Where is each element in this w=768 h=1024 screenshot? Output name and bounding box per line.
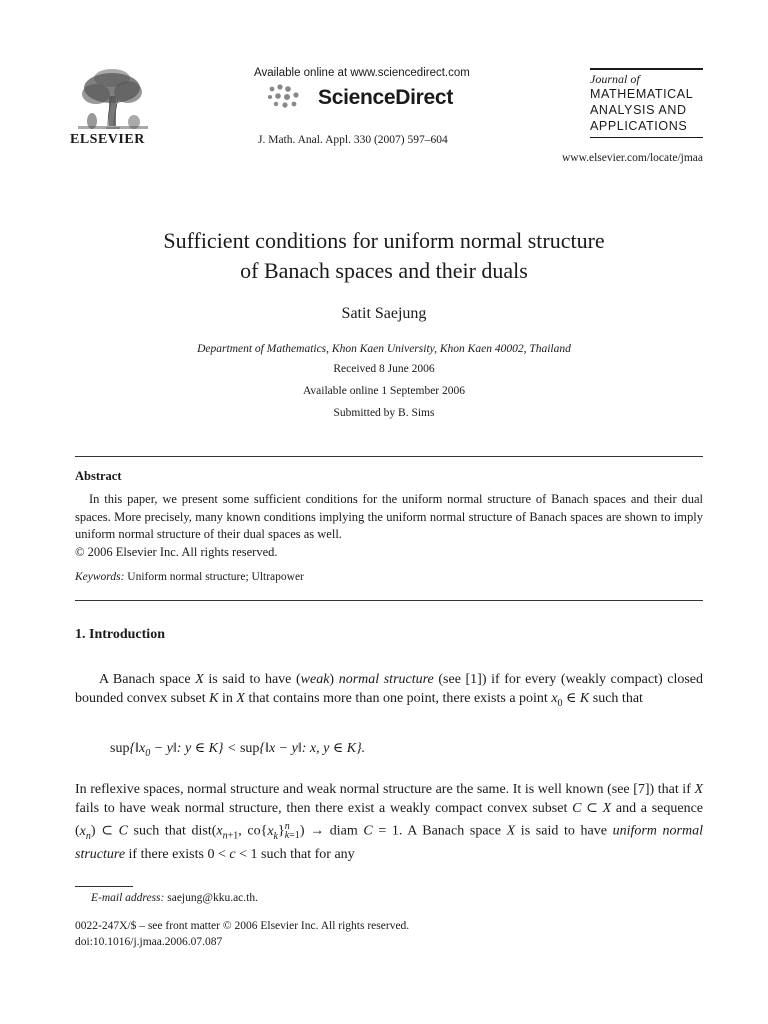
author-email: [91, 892, 258, 904]
email-label: E-mail address:: [91, 892, 165, 904]
journal-url-link[interactable]: www.elsevier.com/locate/jmaa: [561, 152, 703, 164]
received-date: Received 8 June 2006: [333, 363, 435, 375]
journal-title-line: MATHEMATICAL: [590, 87, 694, 101]
article-title-line: Sufficient conditions for uniform normal structure: [163, 228, 605, 253]
sciencedirect-brand: ScienceDirect: [318, 86, 454, 109]
sciencedirect-availability[interactable]: Available online at www.sciencedirect.com: [254, 67, 470, 79]
keywords-list: Uniform normal structure; Ultrapower: [127, 571, 304, 583]
article-title: [0, 226, 768, 286]
journal-title-line: APPLICATIONS: [590, 119, 688, 133]
normal-structure-formula: $sup\{‖x_0$ − y‖: y ∈ K} < sup{‖x − y‖: x, y ∈ K}.: [110, 741, 366, 759]
intro-paragraph-2: In reflexive spaces, normal structure and weak normal structure are the same. It is well known (see [7]) that if X fails to have weak normal structure, then there exist a weakly compact convex subset C ⊂ X and a sequence $(x_n)$ ⊂ C such that $dist(x_{n+1}$, $co\{x_k\}^n_{k=1}$) → diam C = 1. A Banach space X is said to have uniform normal structure if there exists 0 < c < 1 such that for any: [75, 782, 704, 862]
journal-masthead: [590, 68, 703, 138]
journal-of-label: Journal of: [590, 72, 640, 86]
front-matter: 0022-247X/$ – see front matter © 2006 Elsevier Inc. All rights reserved.: [75, 920, 410, 932]
email-address-link[interactable]: saejung@kku.ac.th.: [167, 892, 258, 904]
intro-paragraph-1: A Banach space X is said to have (weak) normal structure (see [1]) if for every (weakly compact) closed bounded convex subset K in X that contains more than one point, there exists a point $x_0$ ∈ K such that: [75, 672, 704, 709]
abstract-heading: Abstract: [75, 469, 122, 483]
masthead-rule: [590, 68, 703, 70]
section-heading: 1. Introduction: [75, 627, 165, 642]
masthead-rule: [590, 137, 703, 138]
journal-title-line: ANALYSIS AND: [590, 103, 687, 117]
abstract-bottom-rule: [75, 600, 703, 601]
abstract-copyright: © 2006 Elsevier Inc. All rights reserved.: [75, 544, 278, 559]
author-affiliation: Department of Mathematics, Khon Kaen University, Khon Kaen 40002, Thailand: [197, 343, 571, 355]
abstract-text: In this paper, we present some sufficient conditions for the uniform normal structure of Banach spaces and their dual spaces. More precisely, many known conditions implying the uniform normal structure of Banach spaces are shown to imply uniform normal structure of their dual spaces as well.: [75, 492, 703, 541]
publisher-name: ELSEVIER: [70, 132, 145, 147]
available-date: Available online 1 September 2006: [302, 385, 466, 397]
abstract-top-rule: [75, 456, 703, 457]
keywords-label: Keywords:: [75, 571, 125, 583]
author-name: Satit Saejung: [341, 305, 427, 322]
journal-citation: J. Math. Anal. Appl. 330 (2007) 597–604: [258, 134, 448, 146]
abstract-body: [75, 491, 703, 561]
submitted-by: Submitted by B. Sims: [333, 407, 435, 419]
doi-link[interactable]: doi:10.1016/j.jmaa.2006.07.087: [75, 936, 223, 948]
sciencedirect-dots-icon: [266, 83, 316, 109]
keywords: [75, 571, 304, 583]
footnote-rule: [75, 886, 133, 887]
article-title-line: of Banach spaces and their duals: [240, 258, 528, 283]
